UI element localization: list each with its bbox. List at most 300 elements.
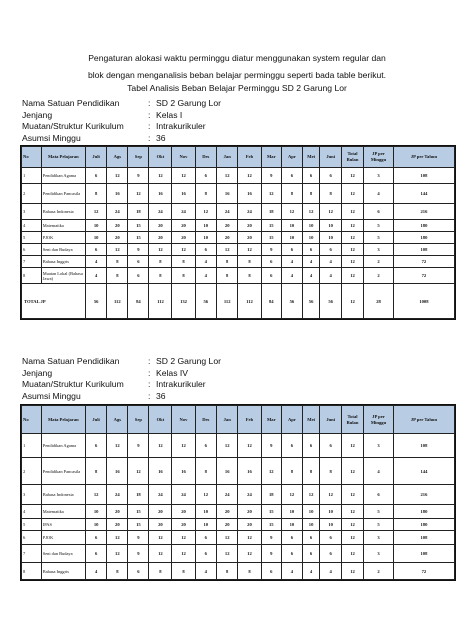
meta-key: Nama Satuan Pendidikan: [22, 98, 120, 108]
table-row: [22, 184, 455, 204]
cell-value: 12: [341, 531, 363, 545]
cell-value: 12: [195, 485, 216, 505]
meta-row: [22, 110, 362, 122]
cell-value: 108: [393, 168, 454, 184]
cell-value: 20: [149, 232, 172, 244]
cell-value: 6: [85, 531, 106, 545]
cell-value: 16: [172, 184, 195, 204]
meta-value: Intrakurikuler: [156, 379, 206, 389]
cell-value: 180: [393, 232, 454, 244]
meta-value: Kelas IV: [156, 367, 189, 378]
cell-value: 6: [282, 545, 303, 563]
column-header: Juni: [320, 147, 341, 168]
row-number: 8: [22, 268, 42, 284]
meta-value: 36: [156, 390, 166, 401]
subject-name: Bahasa Inggris: [41, 563, 85, 580]
section-1-table-wrapper: [20, 145, 456, 320]
cell-value: 3: [364, 168, 394, 184]
cell-value: 24: [107, 485, 128, 505]
cell-value: 12: [341, 184, 363, 204]
cell-value: 10: [320, 232, 341, 244]
column-header: Nov: [172, 147, 195, 168]
row-number: 4: [22, 505, 42, 519]
row-number: 7: [22, 545, 42, 563]
cell-value: 20: [149, 505, 172, 519]
table-row: [22, 485, 455, 505]
cell-value: 72: [393, 563, 454, 580]
table-title: Tabel Analisis Beban Belajar Perminggu SD 2 Garung Lor: [127, 83, 347, 93]
total-value: 84: [128, 284, 149, 319]
cell-value: 10: [320, 220, 341, 232]
cell-value: 12: [341, 434, 363, 458]
cell-value: 6: [85, 244, 106, 256]
cell-value: 144: [393, 184, 454, 204]
cell-value: 12: [341, 563, 363, 580]
cell-value: 16: [107, 184, 128, 204]
cell-value: 12: [172, 168, 195, 184]
cell-value: 9: [261, 545, 282, 563]
intro-line-1: Pengaturan alokasi waktu perminggu diatur menggunakan system regular dan: [88, 53, 386, 63]
column-header: Juni: [320, 406, 341, 434]
cell-value: 12: [216, 531, 237, 545]
cell-value: 18: [261, 204, 282, 220]
cell-value: 8: [320, 458, 341, 485]
cell-value: 12: [341, 256, 363, 268]
meta-colon: :: [148, 379, 151, 389]
cell-value: 24: [216, 485, 237, 505]
cell-value: 4: [320, 268, 341, 284]
cell-value: 6: [282, 434, 303, 458]
column-header: Feb: [238, 406, 261, 434]
cell-value: 24: [149, 485, 172, 505]
cell-value: 72: [393, 256, 454, 268]
cell-value: 8: [107, 256, 128, 268]
cell-value: 18: [128, 485, 149, 505]
cell-value: 72: [393, 268, 454, 284]
cell-value: 180: [393, 519, 454, 531]
cell-value: 8: [149, 256, 172, 268]
cell-value: 16: [149, 458, 172, 485]
cell-value: 24: [149, 204, 172, 220]
cell-value: 4: [364, 458, 394, 485]
table-row: [22, 256, 455, 268]
cell-value: 9: [128, 434, 149, 458]
cell-value: 16: [216, 184, 237, 204]
cell-value: 12: [216, 545, 237, 563]
subject-name: Matematika: [41, 220, 85, 232]
cell-value: 20: [238, 232, 261, 244]
cell-value: 12: [341, 505, 363, 519]
cell-value: 6: [302, 168, 320, 184]
cell-value: 4: [282, 268, 303, 284]
cell-value: 2: [364, 268, 394, 284]
table-row: [22, 434, 455, 458]
meta-key: Asumsi Minggu: [22, 132, 81, 143]
cell-value: 8: [172, 256, 195, 268]
cell-value: 12: [149, 545, 172, 563]
cell-value: 6: [261, 256, 282, 268]
cell-value: 10: [320, 519, 341, 531]
column-header: Okt: [149, 147, 172, 168]
column-header: Nov: [172, 406, 195, 434]
cell-value: 108: [393, 244, 454, 256]
meta-row: [22, 356, 362, 368]
cell-value: 16: [238, 458, 261, 485]
total-value: 112: [238, 284, 261, 319]
cell-value: 10: [282, 519, 303, 531]
cell-value: 12: [341, 545, 363, 563]
cell-value: 180: [393, 220, 454, 232]
table-row: [22, 563, 455, 580]
cell-value: 20: [172, 232, 195, 244]
cell-value: 12: [128, 458, 149, 485]
row-number: 1: [22, 168, 42, 184]
cell-value: 15: [128, 232, 149, 244]
total-value: 112: [149, 284, 172, 319]
cell-value: 4: [320, 256, 341, 268]
cell-value: 5: [364, 232, 394, 244]
cell-value: 20: [149, 519, 172, 531]
meta-key: Muatan/Struktur Kurikulum: [22, 121, 124, 131]
cell-value: 8: [216, 268, 237, 284]
cell-value: 24: [216, 204, 237, 220]
cell-value: 9: [128, 168, 149, 184]
cell-value: 20: [216, 519, 237, 531]
cell-value: 6: [85, 434, 106, 458]
cell-value: 12: [302, 485, 320, 505]
meta-row: [22, 391, 362, 403]
cell-value: 6: [320, 545, 341, 563]
meta-colon: :: [148, 390, 151, 401]
total-value: 56: [85, 284, 106, 319]
total-value: 1008: [393, 284, 454, 319]
cell-value: 108: [393, 531, 454, 545]
cell-value: 15: [128, 505, 149, 519]
cell-value: 216: [393, 485, 454, 505]
column-header: Juli: [85, 406, 106, 434]
cell-value: 12: [341, 458, 363, 485]
table-row: [22, 458, 455, 485]
cell-value: 6: [302, 434, 320, 458]
column-header: Okt: [149, 406, 172, 434]
meta-key: Jenjang: [22, 109, 53, 120]
meta-key: Muatan/Struktur Kurikulum: [22, 379, 124, 389]
cell-value: 6: [320, 244, 341, 256]
total-value: 112: [107, 284, 128, 319]
cell-value: 12: [238, 244, 261, 256]
cell-value: 24: [172, 485, 195, 505]
cell-value: 108: [393, 545, 454, 563]
table-row: [22, 531, 455, 545]
row-number: 5: [22, 232, 42, 244]
cell-value: 15: [128, 220, 149, 232]
section-1-table: [21, 146, 455, 319]
cell-value: 12: [195, 204, 216, 220]
cell-value: 8: [85, 184, 106, 204]
cell-value: 4: [195, 256, 216, 268]
cell-value: 12: [149, 168, 172, 184]
cell-value: 9: [261, 168, 282, 184]
cell-value: 12: [85, 485, 106, 505]
cell-value: 9: [261, 244, 282, 256]
meta-row: [22, 98, 362, 110]
cell-value: 10: [85, 232, 106, 244]
cell-value: 180: [393, 505, 454, 519]
cell-value: 20: [107, 505, 128, 519]
total-value: 132: [172, 284, 195, 319]
cell-value: 18: [128, 204, 149, 220]
row-number: 3: [22, 204, 42, 220]
cell-value: 15: [261, 220, 282, 232]
cell-value: 6: [261, 268, 282, 284]
row-number: 2: [22, 184, 42, 204]
row-number: 1: [22, 434, 42, 458]
cell-value: 144: [393, 458, 454, 485]
cell-value: 12: [341, 519, 363, 531]
cell-value: 4: [195, 268, 216, 284]
cell-value: 10: [195, 519, 216, 531]
cell-value: 216: [393, 204, 454, 220]
table-row: [22, 505, 455, 519]
cell-value: 6: [320, 168, 341, 184]
column-header: Des: [195, 147, 216, 168]
cell-value: 12: [107, 244, 128, 256]
cell-value: 3: [364, 545, 394, 563]
table-row: [22, 545, 455, 563]
column-header: Mata Pelajaran: [41, 147, 85, 168]
cell-value: 8: [216, 256, 237, 268]
cell-value: 6: [302, 545, 320, 563]
subject-name: PJOK: [41, 531, 85, 545]
cell-value: 4: [282, 256, 303, 268]
table-header-row: [22, 406, 455, 434]
cell-value: 24: [238, 485, 261, 505]
subject-name: Bahasa Indonesia: [41, 485, 85, 505]
total-value: 84: [261, 284, 282, 319]
row-number: 8: [22, 563, 42, 580]
cell-value: 12: [172, 545, 195, 563]
meta-value: 36: [156, 132, 166, 143]
meta-key: Asumsi Minggu: [22, 390, 81, 401]
cell-value: 12: [172, 244, 195, 256]
cell-value: 8: [282, 458, 303, 485]
cell-value: 10: [195, 505, 216, 519]
cell-value: 6: [282, 244, 303, 256]
cell-value: 9: [261, 531, 282, 545]
cell-value: 6: [364, 485, 394, 505]
cell-value: 20: [216, 232, 237, 244]
column-header: Apr: [282, 406, 303, 434]
meta-value: Intrakurikuler: [156, 121, 206, 131]
column-header: Apr: [282, 147, 303, 168]
cell-value: 6: [85, 168, 106, 184]
column-header: Ags: [107, 147, 128, 168]
meta-key: Nama Satuan Pendidikan: [22, 356, 120, 366]
subject-name: Pendidikan Pancasila: [41, 458, 85, 485]
meta-colon: :: [148, 132, 151, 143]
cell-value: 3: [364, 434, 394, 458]
cell-value: 9: [128, 531, 149, 545]
cell-value: 8: [238, 256, 261, 268]
cell-value: 8: [302, 458, 320, 485]
subject-name: Seni dan Budaya: [41, 244, 85, 256]
column-header: Mar: [261, 147, 282, 168]
cell-value: 4: [85, 563, 106, 580]
cell-value: 4: [302, 563, 320, 580]
cell-value: 20: [172, 220, 195, 232]
row-number: 3: [22, 485, 42, 505]
cell-value: 15: [261, 519, 282, 531]
cell-value: 16: [172, 458, 195, 485]
cell-value: 12: [261, 184, 282, 204]
cell-value: 12: [216, 434, 237, 458]
cell-value: 9: [261, 434, 282, 458]
cell-value: 6: [195, 545, 216, 563]
total-row: [22, 284, 455, 319]
column-header: Sep: [128, 406, 149, 434]
cell-value: 20: [107, 519, 128, 531]
cell-value: 20: [172, 505, 195, 519]
column-header: Mei: [302, 147, 320, 168]
cell-value: 20: [238, 505, 261, 519]
cell-value: 24: [238, 204, 261, 220]
table-row: [22, 168, 455, 184]
cell-value: 8: [320, 184, 341, 204]
cell-value: 24: [107, 204, 128, 220]
cell-value: 20: [149, 220, 172, 232]
cell-value: 16: [149, 184, 172, 204]
column-header: Des: [195, 406, 216, 434]
table-row: [22, 268, 455, 284]
cell-value: 8: [172, 268, 195, 284]
cell-value: 12: [341, 268, 363, 284]
cell-value: 12: [107, 531, 128, 545]
cell-value: 12: [149, 434, 172, 458]
cell-value: 12: [341, 244, 363, 256]
meta-value: SD 2 Garung Lor: [156, 356, 221, 366]
column-header: No: [22, 147, 42, 168]
cell-value: 5: [364, 505, 394, 519]
cell-value: 12: [107, 545, 128, 563]
cell-value: 12: [320, 485, 341, 505]
cell-value: 12: [149, 244, 172, 256]
cell-value: 10: [195, 232, 216, 244]
cell-value: 10: [302, 519, 320, 531]
cell-value: 12: [107, 434, 128, 458]
cell-value: 12: [341, 204, 363, 220]
cell-value: 10: [282, 232, 303, 244]
cell-value: 6: [261, 563, 282, 580]
cell-value: 3: [364, 244, 394, 256]
meta-row: [22, 133, 362, 145]
cell-value: 10: [302, 220, 320, 232]
cell-value: 12: [149, 531, 172, 545]
cell-value: 6: [128, 256, 149, 268]
cell-value: 18: [261, 485, 282, 505]
cell-value: 6: [320, 531, 341, 545]
cell-value: 6: [195, 531, 216, 545]
column-header: No: [22, 406, 42, 434]
section-2-table-wrapper: [20, 404, 456, 581]
cell-value: 20: [238, 220, 261, 232]
cell-value: 20: [238, 519, 261, 531]
total-value: 56: [195, 284, 216, 319]
table-row: [22, 204, 455, 220]
cell-value: 12: [216, 168, 237, 184]
cell-value: 10: [85, 519, 106, 531]
cell-value: 6: [195, 168, 216, 184]
cell-value: 3: [364, 531, 394, 545]
row-number: 2: [22, 458, 42, 485]
meta-row: [22, 368, 362, 380]
cell-value: 4: [195, 563, 216, 580]
cell-value: 15: [261, 505, 282, 519]
column-header: JP per Tahun: [393, 147, 454, 168]
subject-name: Bahasa Indonesia: [41, 204, 85, 220]
cell-value: 4: [282, 563, 303, 580]
cell-value: 10: [195, 220, 216, 232]
cell-value: 8: [195, 184, 216, 204]
cell-value: 10: [302, 505, 320, 519]
table-row: [22, 244, 455, 256]
subject-name: Pendidikan Agama: [41, 168, 85, 184]
cell-value: 12: [238, 168, 261, 184]
cell-value: 9: [128, 545, 149, 563]
cell-value: 4: [364, 184, 394, 204]
cell-value: 8: [85, 458, 106, 485]
cell-value: 6: [195, 244, 216, 256]
meta-colon: :: [148, 109, 151, 120]
cell-value: 16: [238, 184, 261, 204]
subject-name: Matematika: [41, 505, 85, 519]
column-header: Sep: [128, 147, 149, 168]
cell-value: 12: [107, 168, 128, 184]
row-number: 6: [22, 531, 42, 545]
cell-value: 12: [172, 531, 195, 545]
column-header: Mei: [302, 406, 320, 434]
cell-value: 16: [216, 458, 237, 485]
cell-value: 12: [282, 485, 303, 505]
cell-value: 15: [261, 232, 282, 244]
cell-value: 12: [238, 545, 261, 563]
intro-line-2: blok dengan menganalisis beban belajar perminggu seperti bada table berikut.: [87, 70, 387, 80]
meta-colon: :: [148, 367, 151, 378]
column-header: JP per Minggu: [364, 147, 394, 168]
meta-value: SD 2 Garung Lor: [156, 98, 221, 108]
cell-value: 6: [302, 531, 320, 545]
cell-value: 10: [282, 220, 303, 232]
section-1-meta: [22, 98, 362, 144]
cell-value: 2: [364, 563, 394, 580]
subject-name: Pendidikan Pancasila: [41, 184, 85, 204]
cell-value: 12: [172, 434, 195, 458]
meta-key: Jenjang: [22, 367, 53, 378]
subject-name: Seni dan Budaya: [41, 545, 85, 563]
table-row: [22, 232, 455, 244]
cell-value: 8: [195, 458, 216, 485]
total-value: 56: [302, 284, 320, 319]
column-header: Juli: [85, 147, 106, 168]
row-number: 7: [22, 256, 42, 268]
cell-value: 12: [320, 204, 341, 220]
cell-value: 12: [282, 204, 303, 220]
cell-value: 6: [282, 168, 303, 184]
cell-value: 4: [302, 256, 320, 268]
cell-value: 6: [320, 434, 341, 458]
cell-value: 8: [302, 184, 320, 204]
column-header: Feb: [238, 147, 261, 168]
total-value: 12: [341, 284, 363, 319]
